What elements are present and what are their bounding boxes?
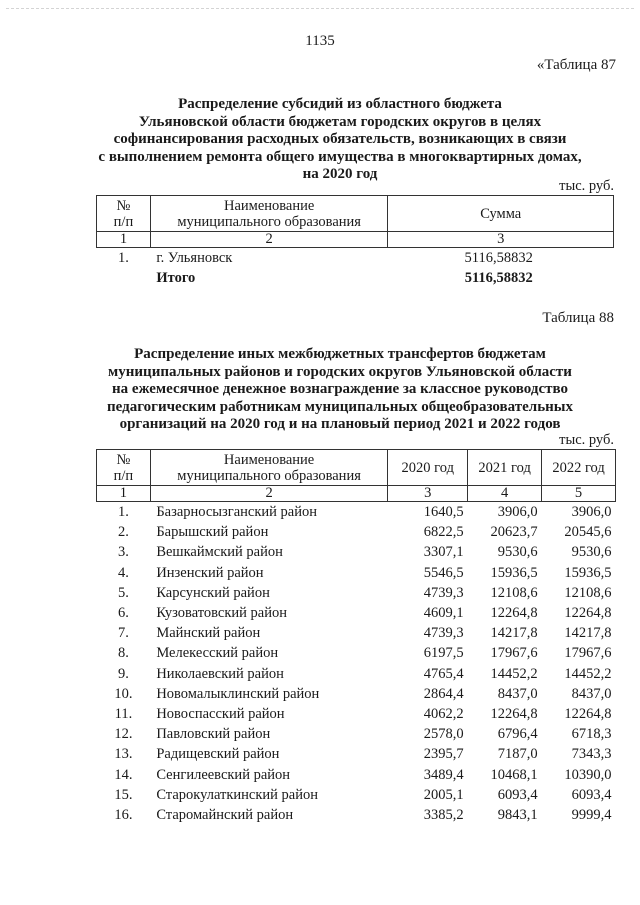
column-numbers-row: 1 2 3 xyxy=(97,232,614,248)
row-value-2022: 6093,4 xyxy=(571,786,612,803)
table-87-units: тыс. руб. xyxy=(559,178,614,194)
table-row: 1. г. Ульяновск 5116,58832 xyxy=(118,250,533,267)
row-value-2022: 9999,4 xyxy=(571,806,612,823)
header-2020: 2020 год xyxy=(388,450,468,486)
table-row xyxy=(97,603,616,623)
table-row xyxy=(97,522,616,542)
header-num: № п/п xyxy=(97,450,151,486)
row-number: 2. xyxy=(117,524,129,541)
row-value-2022: 14452,2 xyxy=(564,665,612,682)
row-value-2020: 4739,3 xyxy=(423,584,464,601)
table-88-title: Распределение иных межбюджетных трансфертов бюджетам муниципальных районов и городских округов Ульяновской области на ежемесячное денежное вознаграждение за классное руководство педагогическим работникам муниципальных общеобразовательных организаций на 2020 год и на плановый период 2021 и 2022 годов xyxy=(107,346,573,432)
row-municipality: Вешкаймский район xyxy=(156,544,283,561)
row-value-2020: 4765,4 xyxy=(423,665,464,682)
scan-artifact xyxy=(6,8,634,13)
row-value-2020: 4739,3 xyxy=(423,625,464,642)
row-municipality: Базарносызганский район xyxy=(156,504,318,521)
row-value-2020: 4062,2 xyxy=(423,705,464,722)
row-value-2021: 7187,0 xyxy=(497,746,538,763)
row-value-2022: 7343,3 xyxy=(571,746,612,763)
row-number: 13. xyxy=(114,746,133,763)
row-municipality: Новомалыклинский район xyxy=(156,685,320,702)
row-municipality: Барышский район xyxy=(156,524,269,541)
row-number: 7. xyxy=(117,625,129,642)
header-name: Наименование муниципального образования xyxy=(150,450,388,486)
row-number: 11. xyxy=(114,705,133,722)
row-value-2020: 3307,1 xyxy=(423,544,464,561)
header-2022: 2022 год xyxy=(542,450,616,486)
row-number: 16. xyxy=(114,806,133,823)
header-sum: Сумма xyxy=(388,196,614,232)
row-value-2021: 20623,7 xyxy=(490,524,538,541)
row-value-2021: 12108,6 xyxy=(490,584,538,601)
row-value-2021: 10468,1 xyxy=(490,766,538,783)
header-2021: 2021 год xyxy=(468,450,542,486)
table-row xyxy=(97,563,616,583)
row-value-2022: 9530,6 xyxy=(571,544,612,561)
row-value-2022: 20545,6 xyxy=(564,524,612,541)
row-value-2021: 14452,2 xyxy=(490,665,538,682)
row-value-2020: 2005,1 xyxy=(423,786,464,803)
row-number: 3. xyxy=(117,544,129,561)
table-row xyxy=(97,502,616,523)
table-88-header-row xyxy=(97,450,616,486)
row-value-2021: 9530,6 xyxy=(497,544,538,561)
row-municipality: Старокулаткинский район xyxy=(156,786,318,803)
row-number: 12. xyxy=(114,726,133,743)
row-number: 14. xyxy=(114,766,133,783)
table-87 xyxy=(96,195,614,288)
row-number: 9. xyxy=(117,665,129,682)
row-value-2021: 3906,0 xyxy=(497,504,538,521)
row-number: 5. xyxy=(117,584,129,601)
row-value-2020: 2578,0 xyxy=(423,726,464,743)
row-value-2022: 6718,3 xyxy=(571,726,612,743)
row-municipality: Старомайнский район xyxy=(156,806,294,823)
table-row xyxy=(97,744,616,764)
row-value-2022: 17967,6 xyxy=(564,645,612,662)
row-municipality: Кузоватовский район xyxy=(156,605,288,622)
row-number: 10. xyxy=(114,685,133,702)
table-row xyxy=(97,684,616,704)
table-row xyxy=(97,542,616,562)
table-row xyxy=(97,643,616,663)
row-value-2021: 12264,8 xyxy=(490,605,538,622)
row-value-2022: 10390,0 xyxy=(564,766,612,783)
row-value-2020: 3489,4 xyxy=(423,766,464,783)
table-88-label: Таблица 88 xyxy=(542,310,614,326)
page-number: 1135 xyxy=(305,33,335,49)
row-municipality: Сенгилеевский район xyxy=(156,766,291,783)
table-88 xyxy=(96,449,616,825)
row-value-2022: 12264,8 xyxy=(564,705,612,722)
row-value-2020: 3385,2 xyxy=(423,806,464,823)
row-value-2022: 8437,0 xyxy=(571,685,612,702)
row-value-2021: 14217,8 xyxy=(490,625,538,642)
row-municipality: Майнский район xyxy=(156,625,261,642)
row-value-2021: 6796,4 xyxy=(497,726,538,743)
row-municipality: Радищевский район xyxy=(156,746,280,763)
table-row xyxy=(97,583,616,603)
row-value-2020: 2395,7 xyxy=(423,746,464,763)
row-value-2021: 9843,1 xyxy=(497,806,538,823)
row-value-2021: 6093,4 xyxy=(497,786,538,803)
row-number: 15. xyxy=(114,786,133,803)
table-87-label: «Таблица 87 xyxy=(536,57,616,73)
total-row: Итого 5116,58832 xyxy=(156,270,533,287)
header-name: Наименование муниципального образования xyxy=(150,196,388,232)
row-municipality: Инзенский район xyxy=(156,564,264,581)
header-num: № п/п xyxy=(97,196,151,232)
row-number: 4. xyxy=(117,564,129,581)
row-value-2022: 12108,6 xyxy=(564,584,612,601)
row-value-2020: 1640,5 xyxy=(423,504,464,521)
row-municipality: Мелекесский район xyxy=(156,645,279,662)
row-value-2020: 5546,5 xyxy=(423,564,464,581)
row-value-2020: 6822,5 xyxy=(423,524,464,541)
table-row xyxy=(97,704,616,724)
table-87-header-row xyxy=(97,196,614,232)
table-row xyxy=(97,764,616,784)
row-value-2020: 4609,1 xyxy=(423,605,464,622)
row-value-2022: 3906,0 xyxy=(571,504,612,521)
table-row xyxy=(97,623,616,643)
row-value-2020: 2864,4 xyxy=(423,685,464,702)
row-value-2021: 12264,8 xyxy=(490,705,538,722)
row-value-2022: 14217,8 xyxy=(564,625,612,642)
table-row xyxy=(97,785,616,805)
row-value-2020: 6197,5 xyxy=(423,645,464,662)
row-value-2021: 17967,6 xyxy=(490,645,538,662)
table-row xyxy=(97,664,616,684)
table-88-units: тыс. руб. xyxy=(559,432,614,448)
row-municipality: Николаевский район xyxy=(156,665,284,682)
table-88-body xyxy=(97,502,616,826)
row-value-2021: 8437,0 xyxy=(497,685,538,702)
row-municipality: Павловский район xyxy=(156,726,271,743)
row-municipality: Карсунский район xyxy=(156,584,270,601)
row-value-2022: 15936,5 xyxy=(564,564,612,581)
row-number: 1. xyxy=(117,504,129,521)
table-row xyxy=(97,724,616,744)
table-row xyxy=(97,805,616,825)
row-value-2022: 12264,8 xyxy=(564,605,612,622)
row-number: 8. xyxy=(117,645,129,662)
table-87-title: Распределение субсидий из областного бюджета Ульяновской области бюджетам городских округов в целях софинансирования расходных обязательств, возникающих в связи с выполнением ремонта общего имущества в многоквартирных домах, на 2020 год xyxy=(98,96,582,182)
row-number: 6. xyxy=(117,605,129,622)
column-numbers-row: 1 2 3 4 5 xyxy=(97,486,616,502)
row-value-2021: 15936,5 xyxy=(490,564,538,581)
row-municipality: Новоспасский район xyxy=(156,705,285,722)
